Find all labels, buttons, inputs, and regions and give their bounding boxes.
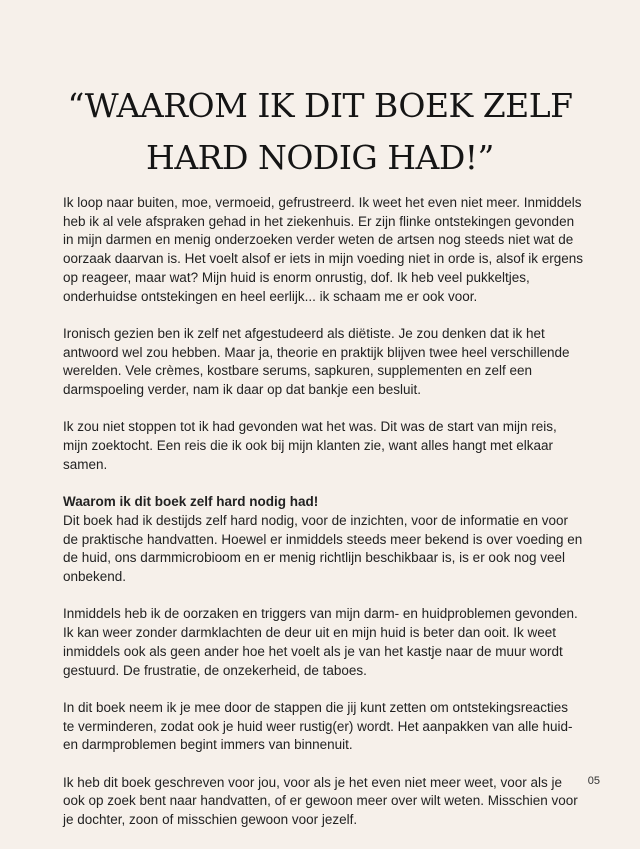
paragraph-4: Dit boek had ik destijds zelf hard nodig, voor de inzichten, voor de informatie en voor de praktische handvatten. Hoewel er inmiddels steeds meer bekend is over voeding en de huid, ons darmmicrobioom en er menig richtlijn beschikbaar is, is er ook nog veel onbekend. xyxy=(63,512,583,585)
paragraph-5: Inmiddels heb ik de oorzaken en triggers van mijn darm- en huidproblemen gevonden. Ik kan weer zonder darmklachten de deur uit en mijn huid is beter dan ooit. Ik weet inmiddels ook als geen ander hoe het voelt als je van het kastje naar de muur wordt gestuurd. De frustratie, de onzekerheid, de taboes. xyxy=(63,606,578,678)
title-line-2: HARD NODIG HAD!” xyxy=(146,138,494,177)
subheading-section xyxy=(63,493,583,587)
body-text xyxy=(63,194,583,849)
section-heading: Waarom ik dit boek zelf hard nodig had! xyxy=(63,494,319,510)
title-line-1: “WAAROM IK DIT BOEK ZELF xyxy=(67,86,573,125)
page-title xyxy=(40,80,600,184)
paragraph-3: Ik zou niet stoppen tot ik had gevonden wat het was. Dit was de start van mijn reis, mijn zoektocht. Een reis die ik ook bij mijn klanten zie, want alles hangt met elkaar samen. xyxy=(63,419,557,472)
paragraph-2: Ironisch gezien ben ik zelf net afgestudeerd als diëtiste. Je zou denken dat ik het antwoord wel zou hebben. Maar ja, theorie en praktijk blijven twee heel verschillende werelden. Vele crèmes, kostbare serums, sapkuren, supplementen en zelf een darmspoeling verder, nam ik daar op dat bankje een besluit. xyxy=(63,325,570,398)
paragraph-6: In dit boek neem ik je mee door de stappen die jij kunt zetten om ontstekingsreacties te verminderen, zodat ook je huid weer rustig(er) wordt. Het aanpakken van alle huid- en darmproblemen begint immers van binnenuit. xyxy=(63,699,573,753)
paragraph-1: Ik loop naar buiten, moe, vermoeid, gefrustreerd. Ik weet het even niet meer. Inmiddels heb ik al vele afspraken gehad in het ziekenhuis. Er zijn flinke ontstekingen gevonden in mijn darmen en menig onderzoeken verder weten de artsen nog steeds niet wat de oorzaak daarvan is. Het voelt alsof er iets in mijn voeding niet in orde is, alsof ik ergens op reageer, maar wat? Mijn huid is enorm onrustig, dof. Ik heb veel pukkeltjes, onderhuidse ontstekingen en heel eerlijk... ik schaam me er ook voor. xyxy=(63,195,584,304)
paragraph-7: Ik heb dit boek geschreven voor jou, voor als je het even niet meer weet, voor als je ook op zoek bent naar handvatten, of er gewoon meer over wilt weten. Misschien voor je dochter, zoon of misschien gewoon voor jezelf. xyxy=(63,774,578,828)
page-number: 05 xyxy=(587,775,600,787)
